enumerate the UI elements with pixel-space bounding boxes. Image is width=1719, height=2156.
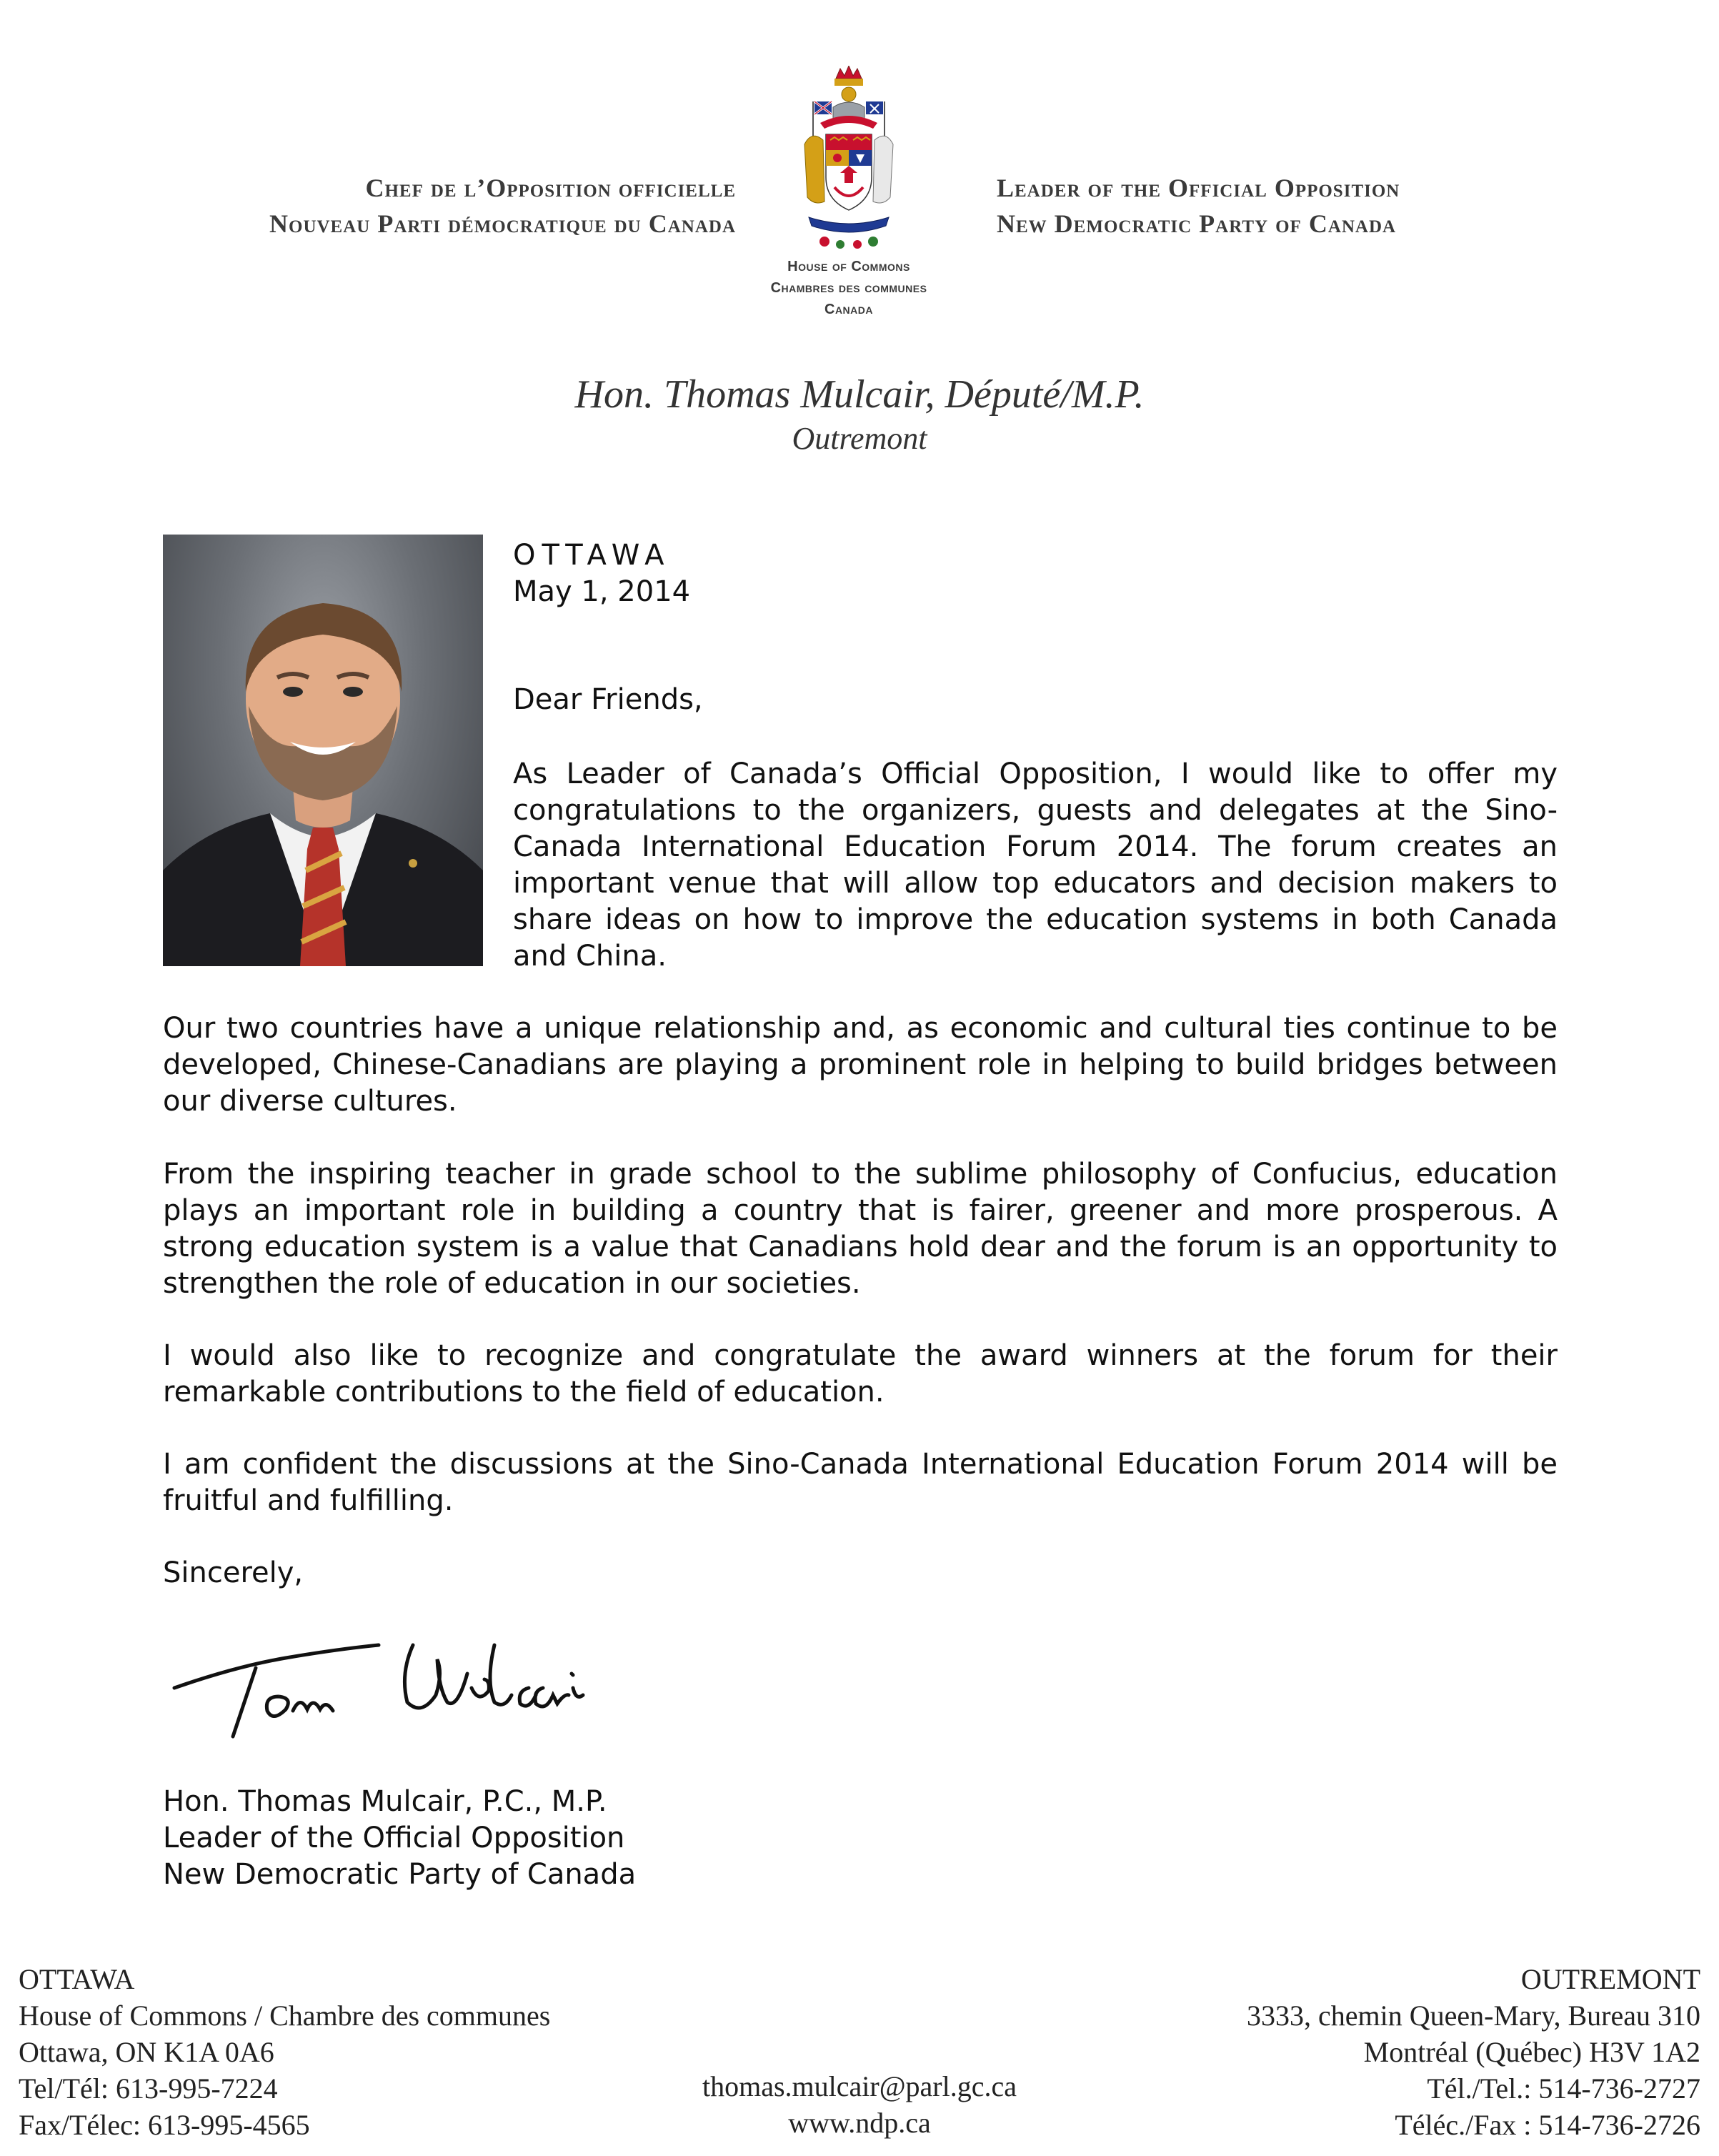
footer-website-link[interactable]: www.ndp.ca	[788, 2107, 931, 2139]
letter-paragraph-5: I am confident the discussions at the Sino-Canada International Education Forum 2014 will be fruitful and fulfilling.	[163, 1448, 1558, 1517]
footer-left-line: OTTAWA	[19, 1963, 135, 1995]
house-line1: House of Commons	[787, 259, 910, 274]
portrait-illustration	[163, 535, 483, 966]
letter-paragraph-4: I would also like to recognize and congratulate the award winners at the forum for their remarkable contributions to the field of education.	[163, 1339, 1558, 1409]
footer-left-line: Tel/Tél: 613-995-7224	[19, 2072, 278, 2105]
letterhead-right	[997, 170, 1540, 242]
mp-riding: Outremont	[792, 421, 927, 456]
letter-greeting: Dear Friends,	[513, 683, 703, 716]
coat-of-arms-icon	[799, 66, 899, 252]
letterhead-left-line1: Chef de l’Opposition officielle	[365, 174, 736, 202]
letter-paragraph-1: As Leader of Canada’s Official Opposition, I would like to offer my congratulations to the organizers, guests and delegates at the Sino-Canada International Education Forum 2014. The forum creates an important venue that will allow top educators and decision makers to share ideas on how to improve the education systems in both Canada and China.	[513, 757, 1558, 973]
house-line3: Canada	[824, 302, 873, 317]
footer-left-line: House of Commons / Chambre des communes	[19, 1999, 551, 2032]
handwritten-signature	[171, 1616, 629, 1745]
mp-name: Hon. Thomas Mulcair, Député/M.P.	[574, 372, 1145, 417]
footer-left-line: Fax/Télec: 613-995-4565	[19, 2109, 310, 2141]
signature-block	[163, 1784, 1020, 1893]
house-line2: Chambres des communes	[770, 280, 927, 296]
letterhead-left-line2: Nouveau Parti démocratique du Canada	[269, 209, 736, 238]
signature-line-3: New Democratic Party of Canada	[163, 1858, 637, 1891]
footer-right-line: OUTREMONT	[1520, 1963, 1700, 1995]
letterhead-right-line1: Leader of the Official Opposition	[997, 174, 1400, 202]
letterhead-right-line2: New Democratic Party of Canada	[997, 209, 1397, 238]
letter-paragraph-3: From the inspiring teacher in grade school to the sublime philosophy of Confucius, education plays an important role in building a country that is fairer, greener and more prosperous. A strong education system is a value that Canadians hold dear and the forum is an opportunity to strengthen the role of education in our societies.	[163, 1158, 1558, 1300]
letterhead-left	[214, 170, 736, 242]
letter-city: OTTAWA	[513, 539, 671, 572]
footer-email-link[interactable]: thomas.mulcair@parl.gc.ca	[702, 2070, 1017, 2102]
letter-closing: Sincerely,	[163, 1556, 304, 1589]
footer-outremont-address	[1247, 1961, 1700, 2143]
letter-paragraph-2: Our two countries have a unique relationship and, as economic and cultural ties continue to be developed, Chinese-Canadians are playing a prominent role in helping to build bridges between our diverse cultures.	[163, 1012, 1558, 1118]
house-of-commons-label	[757, 256, 940, 320]
footer-right-line: Montréal (Québec) H3V 1A2	[1363, 2036, 1700, 2068]
signature-line-2: Leader of the Official Opposition	[163, 1822, 625, 1854]
footer-left-line: Ottawa, ON K1A 0A6	[19, 2036, 274, 2068]
signature-line-1: Hon. Thomas Mulcair, P.C., M.P.	[163, 1785, 607, 1818]
portrait-photo	[163, 535, 483, 966]
letter-date: May 1, 2014	[513, 575, 691, 608]
footer-right-line: Tél./Tel.: 514-736-2727	[1427, 2072, 1700, 2105]
footer-right-line: 3333, chemin Queen-Mary, Bureau 310	[1247, 1999, 1700, 2032]
footer-right-line: Téléc./Fax : 514-736-2726	[1395, 2109, 1700, 2141]
